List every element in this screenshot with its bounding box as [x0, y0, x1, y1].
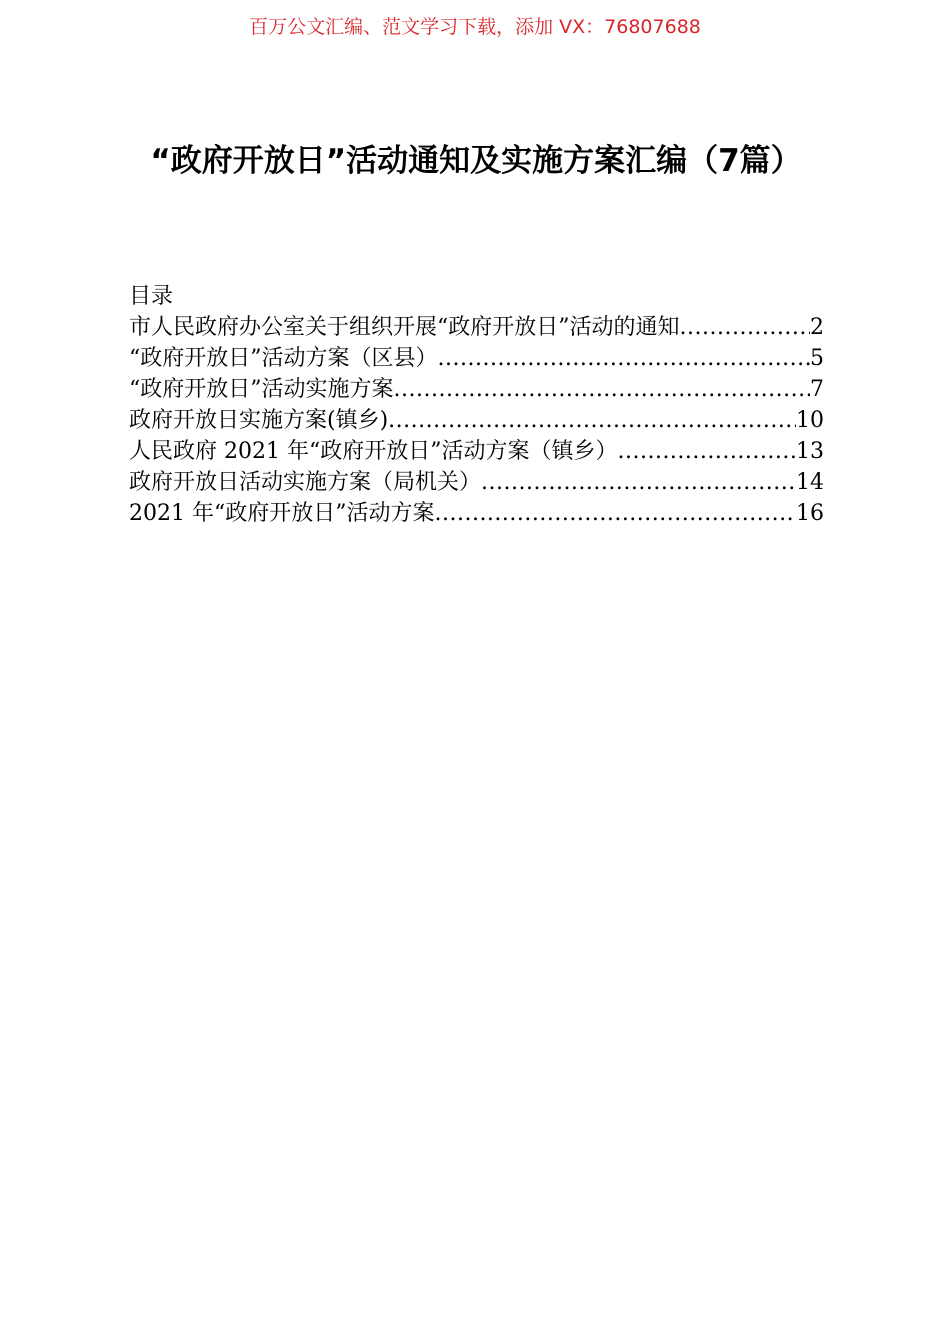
toc-entry[interactable]	[129, 467, 824, 498]
document-title: “政府开放日”活动通知及实施方案汇编（7篇）	[150, 143, 802, 179]
toc-entry-title: “政府开放日”活动实施方案	[129, 377, 394, 402]
toc-page-number: 2	[810, 315, 824, 340]
toc-entry[interactable]	[129, 498, 824, 529]
toc-entry[interactable]	[129, 312, 824, 343]
toc-entry[interactable]	[129, 374, 824, 405]
toc-dot-leader	[434, 498, 796, 529]
toc-dot-leader	[680, 312, 811, 343]
watermark-banner: 百万公文汇编、范文学习下载，添加 VX：76807688	[249, 16, 701, 38]
toc-page-number: 5	[810, 346, 824, 371]
toc-dot-leader	[388, 405, 796, 436]
toc-heading: 目录	[129, 284, 174, 309]
toc-entry-title: 政府开放日活动实施方案（局机关）	[129, 470, 482, 495]
toc-dot-leader	[481, 467, 796, 498]
toc-entry-title: 市人民政府办公室关于组织开展“政府开放日”活动的通知	[129, 315, 680, 340]
toc-entry[interactable]	[129, 405, 824, 436]
toc-entry[interactable]	[129, 436, 824, 467]
toc-page-number: 16	[796, 501, 824, 526]
toc-entry[interactable]	[129, 343, 824, 374]
toc-list	[129, 312, 824, 529]
toc-entry-title: 人民政府 2021 年“政府开放日”活动方案（镇乡）	[129, 439, 618, 464]
table-of-contents	[129, 281, 824, 529]
toc-page-number: 13	[796, 439, 824, 464]
toc-page-number: 10	[796, 408, 824, 433]
toc-page-number: 7	[810, 377, 824, 402]
toc-page-number: 14	[796, 470, 824, 495]
toc-dot-leader	[438, 343, 811, 374]
toc-entry-title: 2021 年“政府开放日”活动方案	[129, 501, 435, 526]
toc-dot-leader	[394, 374, 811, 405]
toc-entry-title: “政府开放日”活动方案（区县）	[129, 346, 438, 371]
toc-dot-leader	[617, 436, 796, 467]
toc-entry-title: 政府开放日实施方案(镇乡)	[129, 408, 389, 433]
